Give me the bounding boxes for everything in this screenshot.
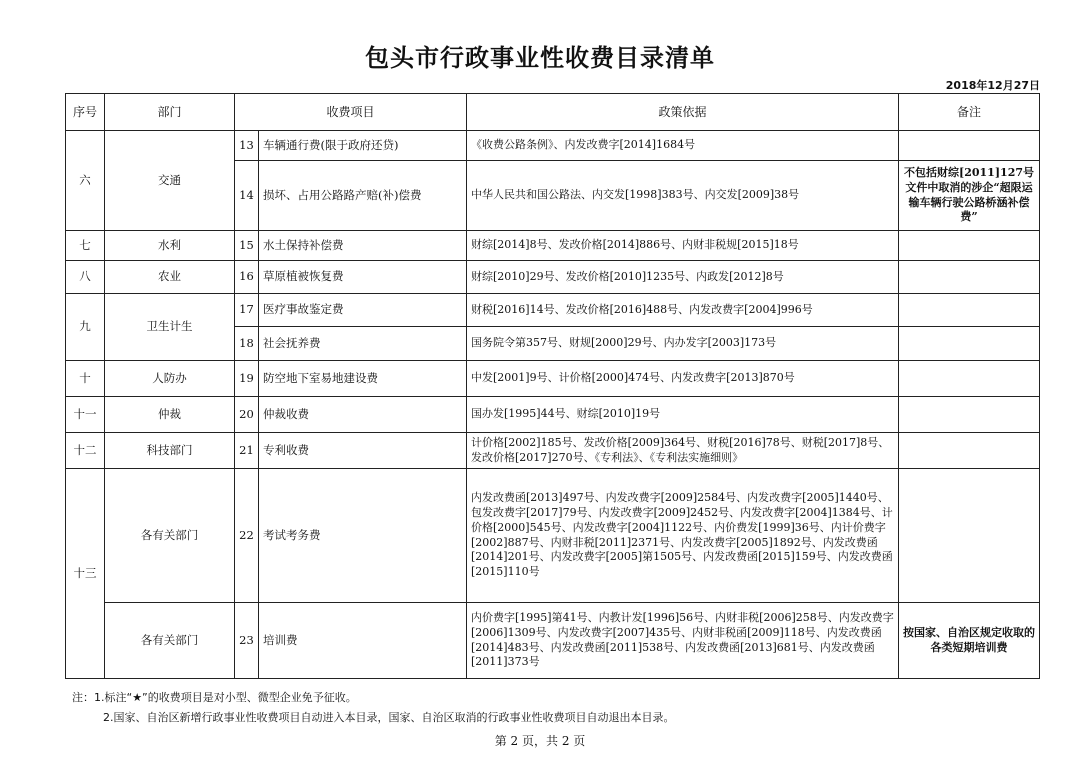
note-cell bbox=[899, 397, 1040, 433]
policy-basis: 计价格[2002]185号、发改价格[2009]364号、财税[2016]78号、财税[2017]8号、发改价格[2017]270号、《专利法》、《专利法实施细则》 bbox=[467, 433, 899, 469]
item-name: 草原植被恢复费 bbox=[259, 261, 467, 294]
seq-cell: 七 bbox=[66, 231, 105, 261]
note-cell bbox=[899, 327, 1040, 361]
policy-basis: 内价费字[1995]第41号、内教计发[1996]56号、内财非税[2006]258号、内发改费字[2006]1309号、内发改费字[2007]435号、内财非税函[2009]118号、内发改费函[2014]483号、内发改费函[2011]538号、内发改费函[2013]681号、内发改费函[2011]373号 bbox=[467, 603, 899, 679]
item-number: 14 bbox=[235, 161, 259, 231]
item-number: 23 bbox=[235, 603, 259, 679]
seq-cell: 十三 bbox=[66, 469, 105, 679]
item-name: 社会抚养费 bbox=[259, 327, 467, 361]
item-number: 13 bbox=[235, 131, 259, 161]
dept-cell: 农业 bbox=[105, 261, 235, 294]
header-item: 收费项目 bbox=[235, 94, 467, 131]
policy-basis: 财税[2016]14号、发改价格[2016]488号、内发改费字[2004]996号 bbox=[467, 294, 899, 327]
table-header-row bbox=[66, 94, 1040, 131]
dept-cell: 卫生计生 bbox=[105, 294, 235, 361]
item-number: 16 bbox=[235, 261, 259, 294]
footnotes bbox=[72, 688, 675, 728]
note-cell: 不包括财综[2011]127号文件中取消的涉企“超限运输车辆行驶公路桥涵补偿费” bbox=[899, 161, 1040, 231]
dept-cell: 各有关部门 bbox=[105, 469, 235, 603]
policy-basis: 国办发[1995]44号、财综[2010]19号 bbox=[467, 397, 899, 433]
item-number: 19 bbox=[235, 361, 259, 397]
note-cell bbox=[899, 433, 1040, 469]
note-cell bbox=[899, 294, 1040, 327]
item-number: 18 bbox=[235, 327, 259, 361]
item-name: 考试考务费 bbox=[259, 469, 467, 603]
footnote-line-1: 1.标注“★”的收费项目是对小型、微型企业免予征收。 bbox=[94, 691, 357, 704]
header-note: 备注 bbox=[899, 94, 1040, 131]
dept-cell: 各有关部门 bbox=[105, 603, 235, 679]
item-name: 损坏、占用公路路产赔(补)偿费 bbox=[259, 161, 467, 231]
item-name: 防空地下室易地建设费 bbox=[259, 361, 467, 397]
item-name: 车辆通行费(限于政府还贷) bbox=[259, 131, 467, 161]
item-number: 21 bbox=[235, 433, 259, 469]
table-row bbox=[66, 603, 1040, 679]
fee-table bbox=[65, 93, 1040, 679]
seq-cell: 十 bbox=[66, 361, 105, 397]
seq-cell: 十一 bbox=[66, 397, 105, 433]
policy-basis: 财综[2014]8号、发改价格[2014]886号、内财非税规[2015]18号 bbox=[467, 231, 899, 261]
seq-cell: 八 bbox=[66, 261, 105, 294]
dept-cell: 交通 bbox=[105, 131, 235, 231]
dept-cell: 仲裁 bbox=[105, 397, 235, 433]
dept-cell: 人防办 bbox=[105, 361, 235, 397]
footnote-1 bbox=[72, 688, 675, 708]
item-number: 20 bbox=[235, 397, 259, 433]
note-cell bbox=[899, 261, 1040, 294]
item-number: 17 bbox=[235, 294, 259, 327]
policy-basis: 中发[2001]9号、计价格[2000]474号、内发改费字[2013]870号 bbox=[467, 361, 899, 397]
table-row bbox=[66, 231, 1040, 261]
note-cell bbox=[899, 361, 1040, 397]
item-name: 专利收费 bbox=[259, 433, 467, 469]
seq-cell: 六 bbox=[66, 131, 105, 231]
table-row bbox=[66, 397, 1040, 433]
header-basis: 政策依据 bbox=[467, 94, 899, 131]
header-dept: 部门 bbox=[105, 94, 235, 131]
note-cell bbox=[899, 469, 1040, 603]
page-title: 包头市行政事业性收费目录清单 bbox=[365, 44, 715, 72]
seq-cell: 十二 bbox=[66, 433, 105, 469]
document-date: 2018年12月27日 bbox=[945, 79, 1040, 92]
item-number: 22 bbox=[235, 469, 259, 603]
page-number: 第 2 页，共 2 页 bbox=[494, 734, 586, 748]
item-number: 15 bbox=[235, 231, 259, 261]
note-cell bbox=[899, 231, 1040, 261]
table-row bbox=[66, 361, 1040, 397]
note-cell: 按国家、自治区规定收取的各类短期培训费 bbox=[899, 603, 1040, 679]
table-row bbox=[66, 469, 1040, 603]
dept-cell: 科技部门 bbox=[105, 433, 235, 469]
seq-cell: 九 bbox=[66, 294, 105, 361]
policy-basis: 国务院令第357号、财规[2000]29号、内办发字[2003]173号 bbox=[467, 327, 899, 361]
table-row bbox=[66, 294, 1040, 327]
table-row bbox=[66, 131, 1040, 161]
dept-cell: 水利 bbox=[105, 231, 235, 261]
table-row bbox=[66, 261, 1040, 294]
note-cell bbox=[899, 131, 1040, 161]
footnote-line-2: 2.国家、自治区新增行政事业性收费项目自动进入本目录，国家、自治区取消的行政事业性收费项目自动退出本目录。 bbox=[103, 711, 675, 724]
item-name: 仲裁收费 bbox=[259, 397, 467, 433]
policy-basis: 中华人民共和国公路法、内交发[1998]383号、内交发[2009]38号 bbox=[467, 161, 899, 231]
policy-basis: 财综[2010]29号、发改价格[2010]1235号、内政发[2012]8号 bbox=[467, 261, 899, 294]
item-name: 培训费 bbox=[259, 603, 467, 679]
header-seq: 序号 bbox=[66, 94, 105, 131]
policy-basis: 内发改费函[2013]497号、内发改费字[2009]2584号、内发改费字[2005]1440号、包发改费字[2017]79号、内发改费字[2009]2452号、内发改费字[2004]1384号、计价格[2000]545号、内发改费字[2004]1122号、内价费发[1999]36号、内计价费字[2002]887号、内财非税[2011]2371号、内发改费字[2005]1892号、内发改费函[2014]201号、内发改费字[2005]第1505号、内发改费函[2015]159号、内发改费函[2015]110号 bbox=[467, 469, 899, 603]
policy-basis: 《收费公路条例》、内发改费字[2014]1684号 bbox=[467, 131, 899, 161]
footnote-label: 注： bbox=[72, 691, 94, 704]
item-name: 水土保持补偿费 bbox=[259, 231, 467, 261]
item-name: 医疗事故鉴定费 bbox=[259, 294, 467, 327]
table-row bbox=[66, 433, 1040, 469]
